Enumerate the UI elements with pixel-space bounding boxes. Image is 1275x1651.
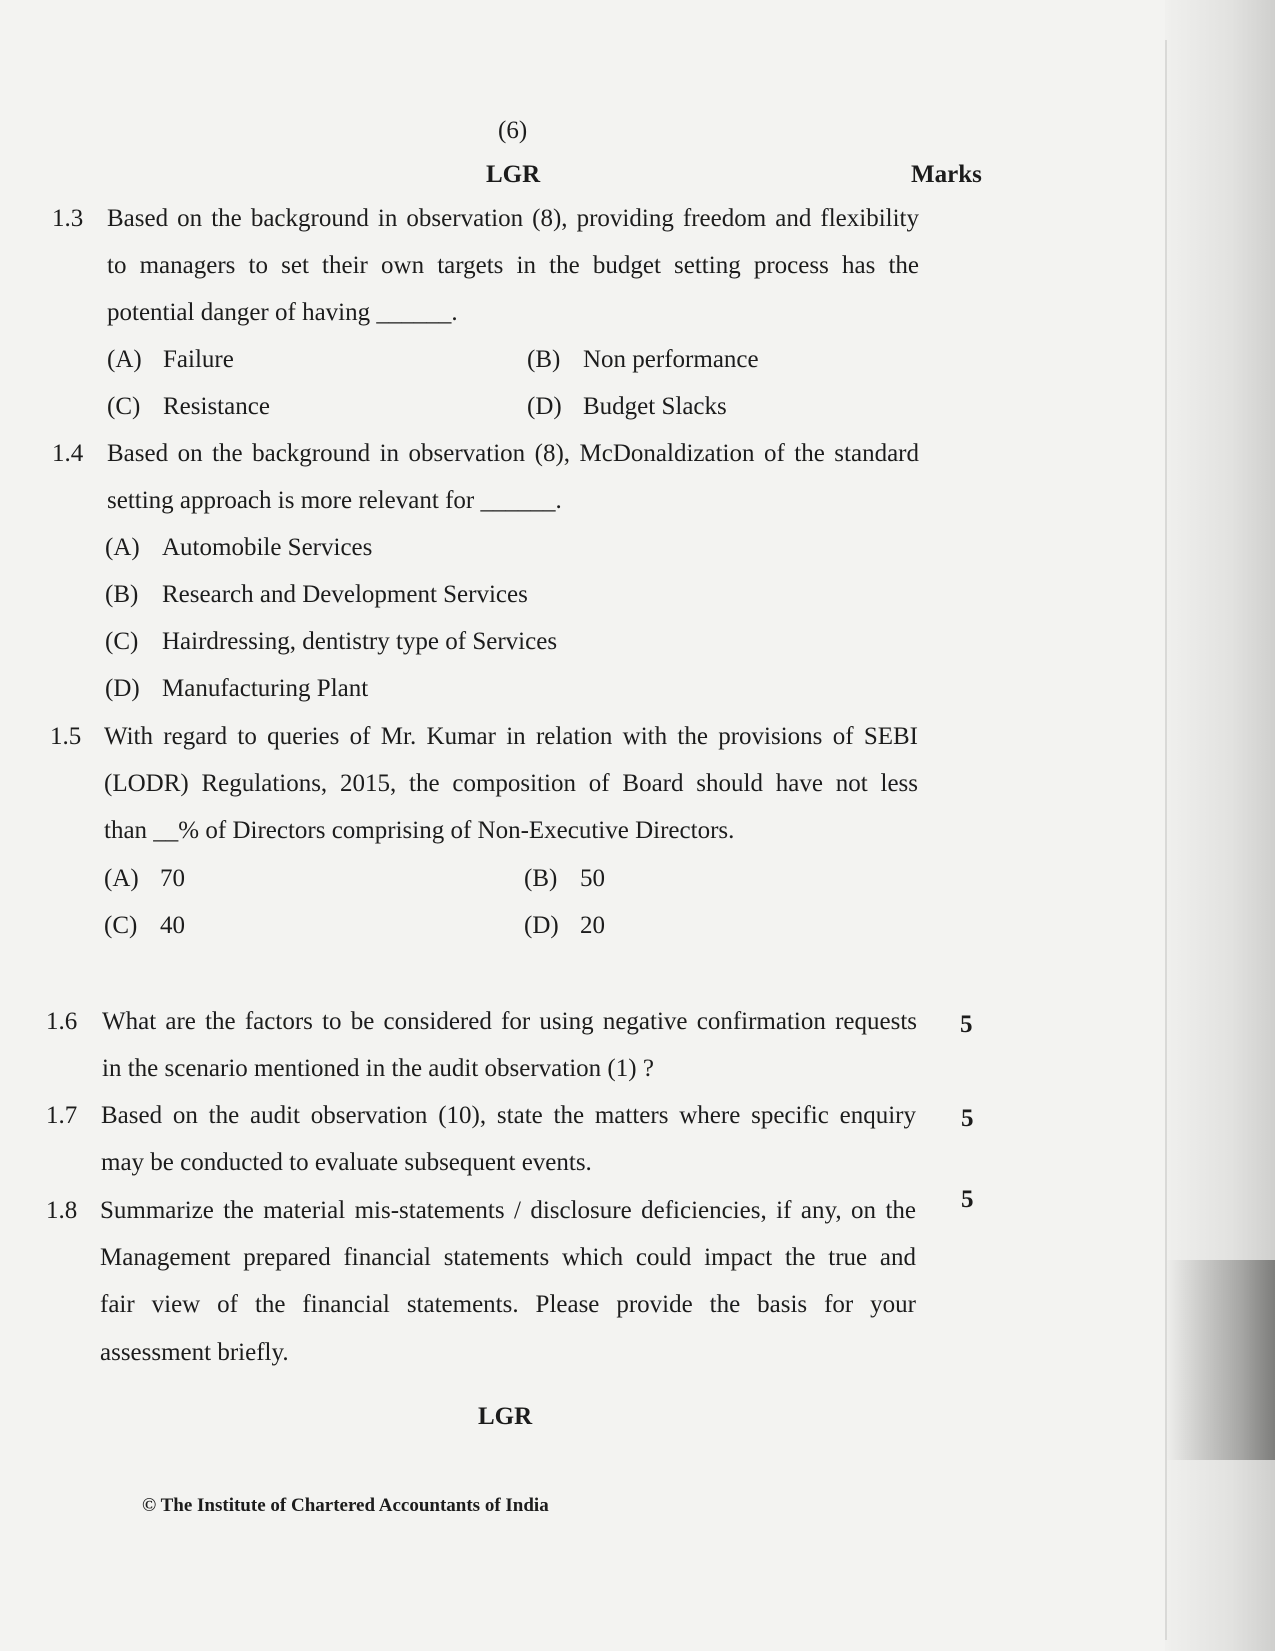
option-label: (D): [105, 675, 140, 702]
paper-code-footer: LGR: [478, 1403, 533, 1430]
option-label: (D): [527, 393, 562, 420]
copyright-notice: © The Institute of Chartered Accountants of India: [142, 1495, 549, 1516]
option-label: (C): [105, 628, 139, 655]
question-text-line: (LODR) Regulations, 2015, the composition of Board should have not less: [104, 770, 918, 797]
option-text: Hairdressing, dentistry type of Services: [162, 628, 558, 655]
question-number: 1.8: [46, 1197, 78, 1224]
option-text: 20: [580, 912, 605, 939]
option-label: (C): [107, 393, 141, 420]
question-text-line: fair view of the financial statements. Please provide the basis for your: [100, 1291, 916, 1318]
option-text: 50: [580, 865, 605, 892]
option-label: (C): [104, 912, 138, 939]
question-number: 1.7: [46, 1102, 78, 1129]
question-text-line: in the scenario mentioned in the audit observation (1) ?: [102, 1055, 654, 1082]
page-edge-dark-shadow: [1165, 1260, 1275, 1460]
question-text-line: With regard to queries of Mr. Kumar in relation with the provisions of SEBI: [104, 723, 918, 750]
option-label: (A): [107, 346, 142, 373]
option-text: Research and Development Services: [162, 581, 528, 608]
paper-code-header: LGR: [486, 161, 541, 188]
marks-column-header: Marks: [911, 161, 982, 188]
option-text: Budget Slacks: [583, 393, 727, 420]
option-text: Resistance: [163, 393, 270, 420]
question-text-line: Based on the background in observation (8), providing freedom and flexibility: [107, 205, 919, 232]
question-number: 1.6: [46, 1008, 78, 1035]
question-text-line: than __% of Directors comprising of Non-Executive Directors.: [104, 817, 735, 844]
question-text-line: Management prepared financial statements which could impact the true and: [100, 1244, 916, 1271]
question-text-line: What are the factors to be considered for using negative confirmation requests: [102, 1008, 917, 1035]
question-number: 1.4: [52, 440, 84, 467]
question-text-line: may be conducted to evaluate subsequent events.: [101, 1149, 592, 1176]
question-number: 1.3: [52, 205, 84, 232]
option-label: (A): [105, 534, 140, 561]
option-text: Manufacturing Plant: [162, 675, 369, 702]
option-text: 40: [160, 912, 185, 939]
question-text-line: Based on the audit observation (10), state the matters where specific enquiry: [101, 1102, 916, 1129]
question-marks: 5: [960, 1011, 973, 1038]
page-edge-line: [1165, 40, 1167, 1640]
question-marks: 5: [961, 1105, 974, 1132]
question-text-line: potential danger of having ______.: [107, 299, 458, 326]
option-text: Failure: [163, 346, 234, 373]
option-label: (B): [105, 581, 139, 608]
option-text: Non performance: [583, 346, 759, 373]
question-text-line: to managers to set their own targets in the budget setting process has the: [107, 252, 919, 279]
question-text-line: Summarize the material mis-statements / disclosure deficiencies, if any, on the: [100, 1197, 916, 1224]
question-marks: 5: [961, 1186, 974, 1213]
option-label: (D): [524, 912, 559, 939]
question-text-line: Based on the background in observation (8), McDonaldization of the standard: [107, 440, 919, 467]
option-text: Automobile Services: [162, 534, 373, 561]
page-number: (6): [498, 117, 528, 144]
option-label: (A): [104, 865, 139, 892]
option-label: (B): [524, 865, 558, 892]
option-text: 70: [160, 865, 185, 892]
option-label: (B): [527, 346, 561, 373]
question-text-line: setting approach is more relevant for ______.: [107, 487, 562, 514]
question-number: 1.5: [50, 723, 82, 750]
question-text-line: assessment briefly.: [100, 1339, 289, 1366]
